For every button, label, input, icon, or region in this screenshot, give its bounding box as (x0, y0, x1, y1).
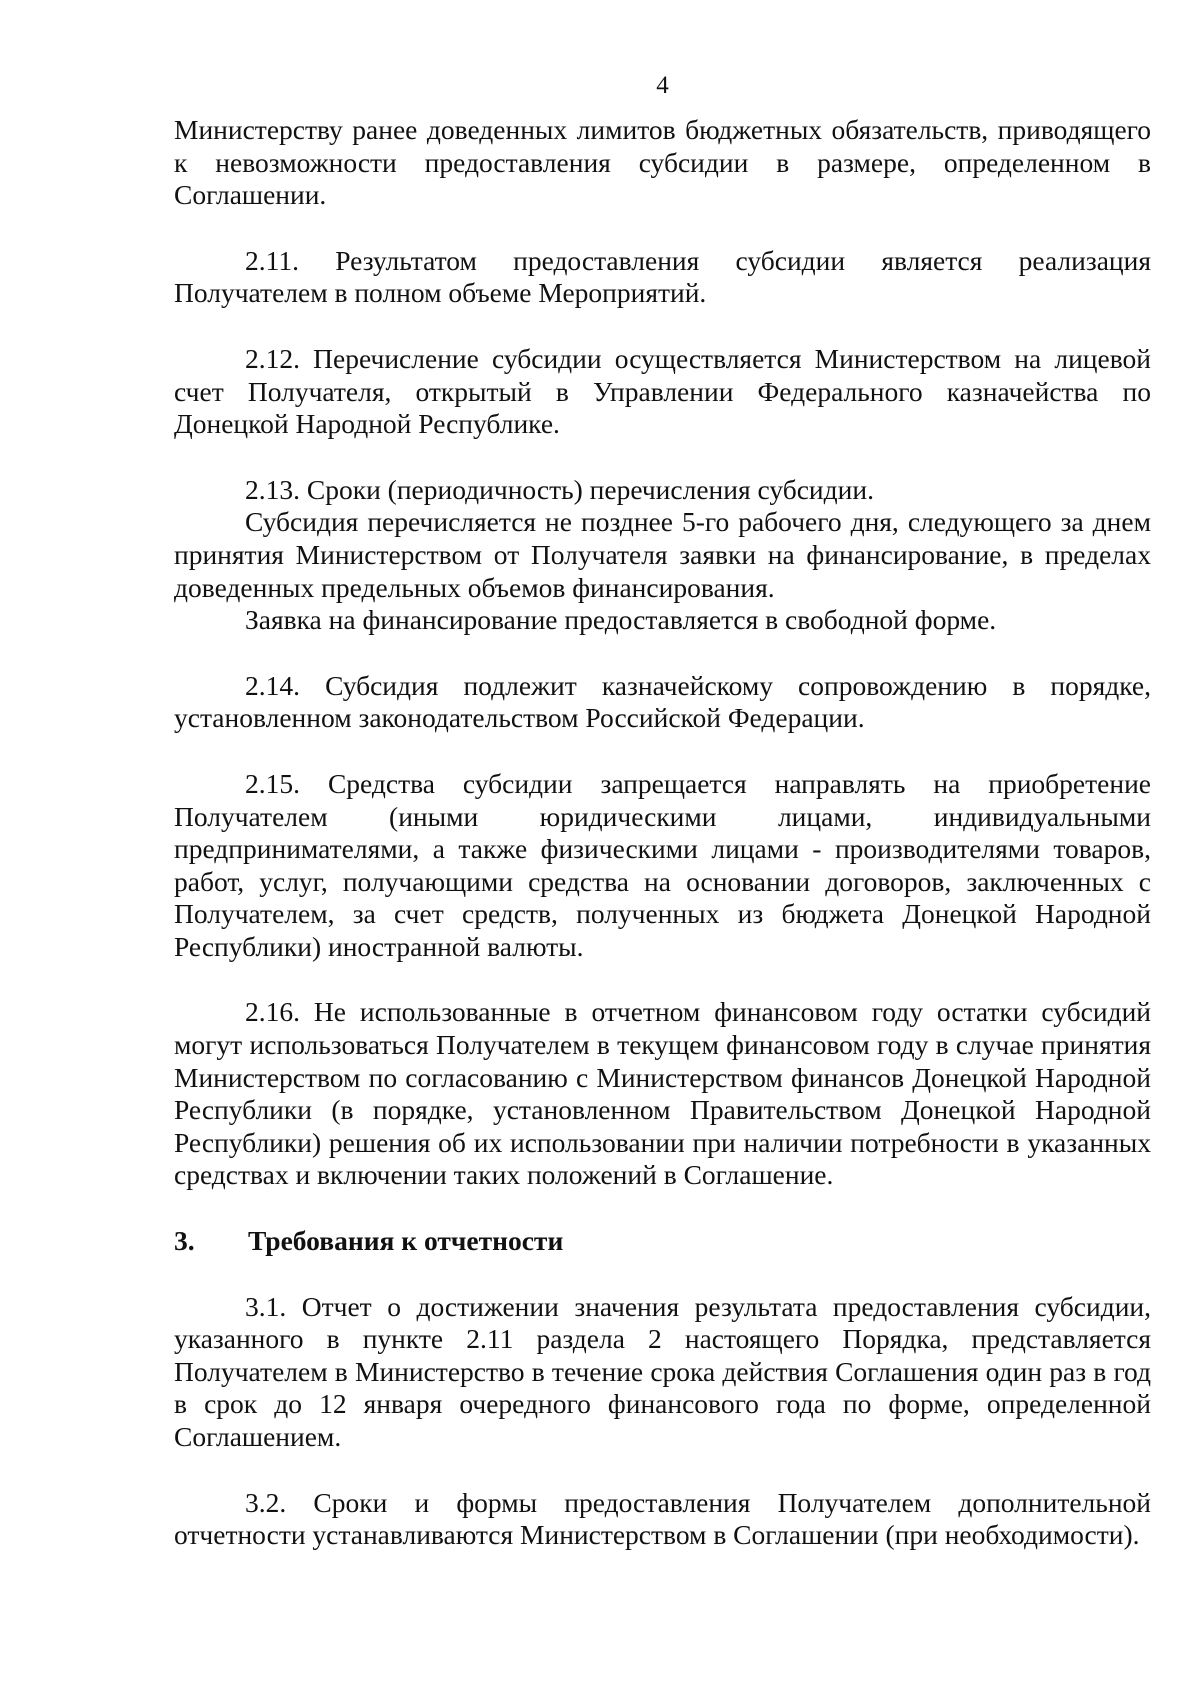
paragraph-2-11: 2.11. Результатом предоставления субсидии является реализация Получателем в полном объеме Мероприятий. (174, 244, 1151, 309)
paragraph-2-13: 2.13. Сроки (периодичность) перечисления субсидии. (245, 473, 874, 505)
document-page (174, 0, 1151, 1697)
section-heading (174, 1225, 1151, 1258)
section-number: 3. (174, 1225, 195, 1257)
paragraph-3-2: 3.2. Сроки и формы предоставления Получателем дополнительной отчетности устанавливаются Министерством в Соглашении (при необходимости). (174, 1486, 1151, 1551)
paragraph-2-14: 2.14. Субсидия подлежит казначейскому сопровождению в порядке, установленном законодательством Российской Федерации. (174, 669, 1151, 734)
page-number: 4 (656, 72, 669, 99)
paragraph-continuation: Министерству ранее доведенных лимитов бюджетных обязательств, приводящего к невозможности предоставления субсидии в размере, определенном в Соглашении. (174, 114, 1151, 211)
paragraph-2-13-form: Заявка на финансирование предоставляется в свободной форме. (245, 604, 997, 636)
paragraph-2-15: 2.15. Средства субсидии запрещается направлять на приобретение Получателем (иными юридическими лицами, индивидуальными предпринимателями, а также физическими лицами - производителями товаров, работ, услуг, получающими средства на основании договоров, заключенных с Получателем, за счет средств, полученных из бюджета Донецкой Народной Республики) иностранной валюты. (174, 767, 1151, 962)
paragraph-2-13-text: Субсидия перечисляется не позднее 5-го рабочего дня, следующего за днем принятия Министерством от Получателя заявки на финансирование, в пределах доведенных предельных объемов финансирования. (174, 506, 1151, 603)
paragraph-2-16: 2.16. Не использованные в отчетном финансовом году остатки субсидий могут использоваться Получателем в текущем финансовом году в случае принятия Министерством по согласованию с Министерством финансов Донецкой Народной Республики (в порядке, установленном Правительством Донецкой Народной Республики) решения об их использовании при наличии потребности в указанных средствах и включении таких положений в Соглашение. (174, 996, 1151, 1191)
paragraph-2-12: 2.12. Перечисление субсидии осуществляется Министерством на лицевой счет Получателя, открытый в Управлении Федерального казначейства по Донецкой Народной Республике. (174, 342, 1151, 440)
document-body (174, 114, 1151, 1552)
paragraph-3-1: 3.1. Отчет о достижении значения результата предоставления субсидии, указанного в пункте 2.11 раздела 2 настоящего Порядка, представляется Получателем в Министерство в течение срока действия Соглашения один раз в год в срок до 12 января очередного финансового года по форме, определенной Соглашением. (174, 1290, 1151, 1452)
section-title: Требования к отчетности (248, 1225, 564, 1257)
